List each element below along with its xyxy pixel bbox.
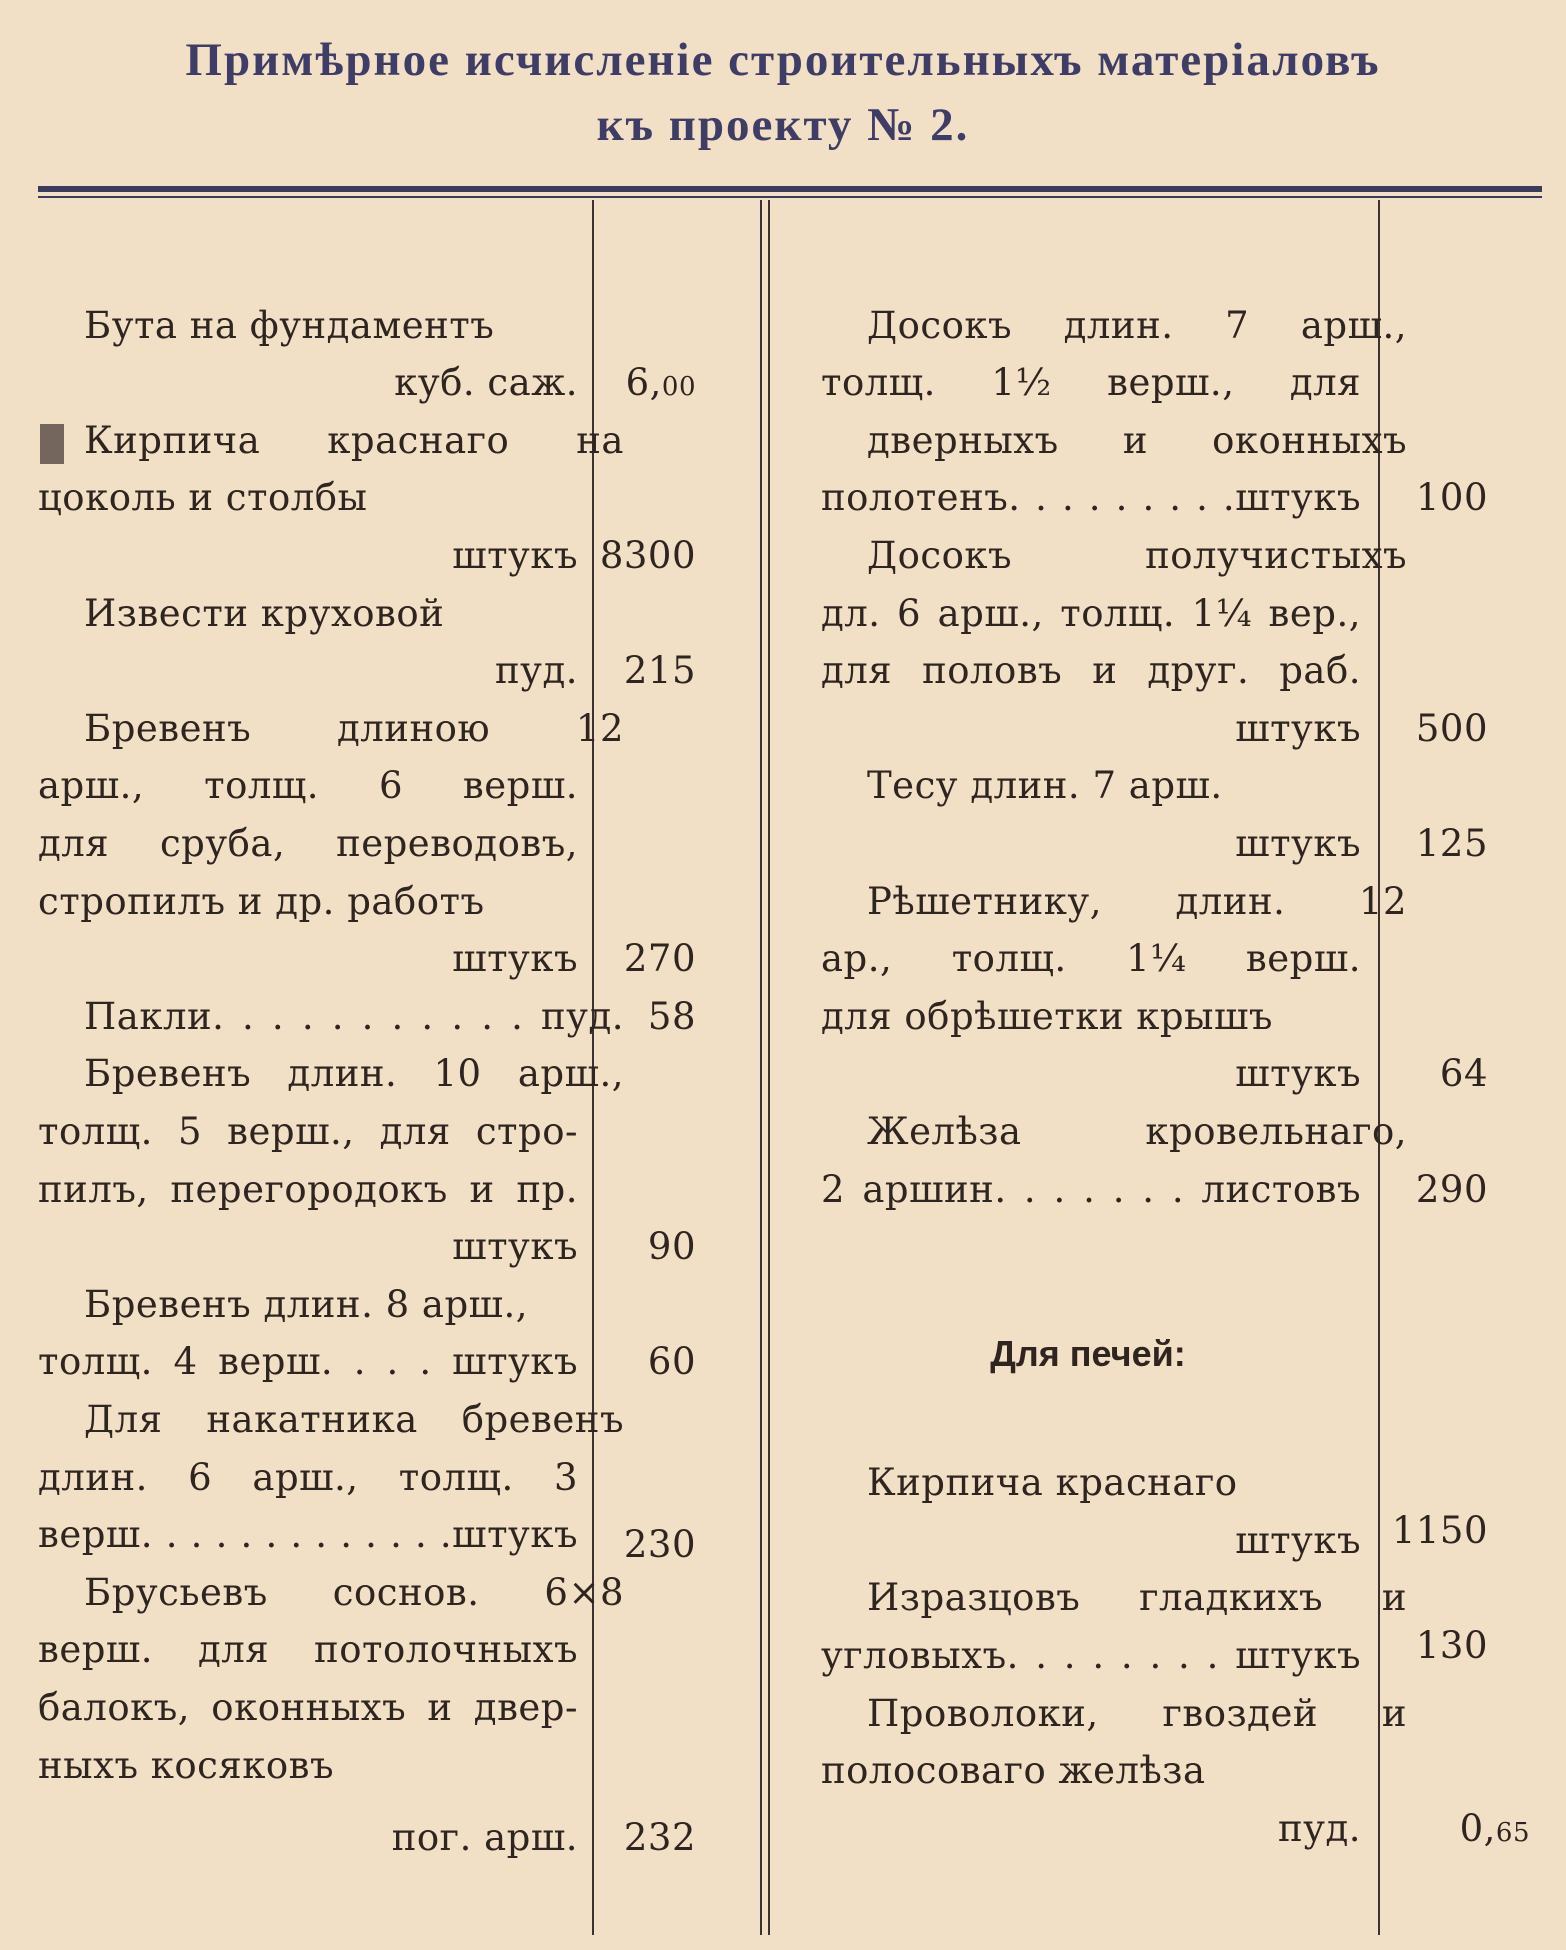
stove-line-1: Кирпича краснаго	[867, 1461, 1238, 1504]
header-rule-thick	[38, 186, 1542, 192]
left-line-26: ныхъ косяковъ	[38, 1744, 335, 1787]
left-line-9: арш., толщ. 6 верш.	[38, 764, 578, 807]
left-qty-3: 215	[623, 649, 696, 692]
right-line-9: Тесу длин. 7 арш.	[867, 764, 1223, 807]
left-line-8: Бревенъ длиною 12	[84, 707, 624, 750]
left-line-15: толщ. 5 верш., для стро-	[38, 1110, 578, 1153]
left-line-24: верш. для потолочныхъ	[38, 1628, 578, 1671]
stove-line-2: штукъ	[1235, 1519, 1361, 1562]
left-line-7: пуд.	[495, 649, 578, 692]
left-line-12: штукъ	[452, 937, 578, 980]
right-line-15: Желѣза кровельнаго,	[867, 1110, 1407, 1153]
stove-qty-2: 130	[1415, 1624, 1488, 1667]
left-qty-9: 232	[623, 1816, 696, 1859]
right-qty-3: 125	[1415, 822, 1488, 865]
right-line-14: штукъ	[1235, 1052, 1361, 1095]
right-line-8: штукъ	[1235, 707, 1361, 750]
right-line-5: Досокъ получистыхъ	[867, 534, 1407, 577]
page-title: Примѣрное исчисленіе строительныхъ матеріаловъ	[185, 34, 1381, 86]
left-line-11: стропилъ и др. работъ	[38, 880, 485, 923]
section-heading-stoves: Для печей:	[990, 1333, 1186, 1374]
right-qty-2: 500	[1415, 707, 1488, 750]
left-qty-8: 230	[623, 1523, 696, 1566]
stove-line-5: Проволоки, гвоздей и	[867, 1692, 1407, 1735]
left-qty-2: 8300	[599, 534, 696, 577]
left-line-1: Бута на фундаментъ	[84, 304, 495, 347]
left-line-13: Пакли. . . . . . . . . . . пуд.	[84, 995, 624, 1038]
left-line-6: Извести круховой	[84, 592, 445, 635]
left-line-21: длин. 6 арш., толщ. 3	[38, 1456, 578, 1499]
left-qty-7: 60	[647, 1340, 696, 1383]
left-line-5: штукъ	[452, 534, 578, 577]
left-line-2: куб. саж.	[394, 361, 578, 404]
page-subtitle: къ проекту № 2.	[596, 99, 970, 151]
left-qty-1: 6,00	[625, 361, 696, 404]
right-qty-4: 64	[1439, 1052, 1488, 1095]
column-divider-center-1	[760, 200, 762, 1935]
stove-qty-1: 1150	[1391, 1509, 1488, 1552]
left-qty-4: 270	[623, 937, 696, 980]
left-line-27: пог. арш.	[391, 1816, 578, 1859]
right-line-7: для половъ и друг. раб.	[821, 649, 1361, 692]
right-line-16: 2 аршин. . . . . . . листовъ	[821, 1168, 1361, 1211]
right-line-6: дл. 6 арш., толщ. 1¼ вер.,	[821, 592, 1361, 635]
right-qty-5: 290	[1415, 1168, 1488, 1211]
right-line-13: для обрѣшетки крышъ	[821, 995, 1273, 1038]
left-line-19: толщ. 4 верш. . . . штукъ	[38, 1340, 578, 1383]
stove-qty-3: 0,65	[1459, 1807, 1530, 1850]
right-line-4: полотенъ. . . . . . . . .штукъ	[821, 476, 1361, 519]
left-line-3: Кирпича краснаго на	[84, 419, 624, 462]
left-line-18: Бревенъ длин. 8 арш.,	[84, 1283, 529, 1326]
left-line-14: Бревенъ длин. 10 арш.,	[84, 1052, 624, 1095]
left-qty-6: 90	[647, 1225, 696, 1268]
left-line-4: цоколь и столбы	[38, 476, 368, 519]
left-line-22: верш. . . . . . . . . . . . .штукъ	[38, 1513, 578, 1556]
left-line-25: балокъ, оконныхъ и двер-	[38, 1686, 578, 1729]
right-line-11: Рѣшетнику, длин. 12	[867, 880, 1407, 923]
right-qty-1: 100	[1415, 476, 1488, 519]
header-rule-thin	[38, 196, 1542, 198]
stove-line-7: пуд.	[1278, 1807, 1361, 1850]
left-line-23: Брусьевъ соснов. 6×8	[84, 1571, 624, 1614]
right-line-3: дверныхъ и оконныхъ	[867, 419, 1407, 462]
column-divider-center-2	[768, 200, 770, 1935]
left-line-16: пилъ, перегородокъ и пр.	[38, 1168, 578, 1211]
right-line-1: Досокъ длин. 7 арш.,	[867, 304, 1407, 347]
left-qty-5: 58	[647, 995, 696, 1038]
left-line-20: Для накатника бревенъ	[84, 1398, 624, 1441]
right-line-2: толщ. 1½ верш., для	[821, 361, 1361, 404]
stove-line-6: полосоваго желѣза	[821, 1749, 1206, 1792]
stove-line-4: угловыхъ. . . . . . . . штукъ	[821, 1634, 1361, 1677]
left-line-10: для сруба, переводовъ,	[38, 822, 578, 865]
left-line-17: штукъ	[452, 1225, 578, 1268]
right-line-10: штукъ	[1235, 822, 1361, 865]
right-line-12: ар., толщ. 1¼ верш.	[821, 937, 1361, 980]
stove-line-3: Изразцовъ гладкихъ и	[867, 1576, 1407, 1619]
